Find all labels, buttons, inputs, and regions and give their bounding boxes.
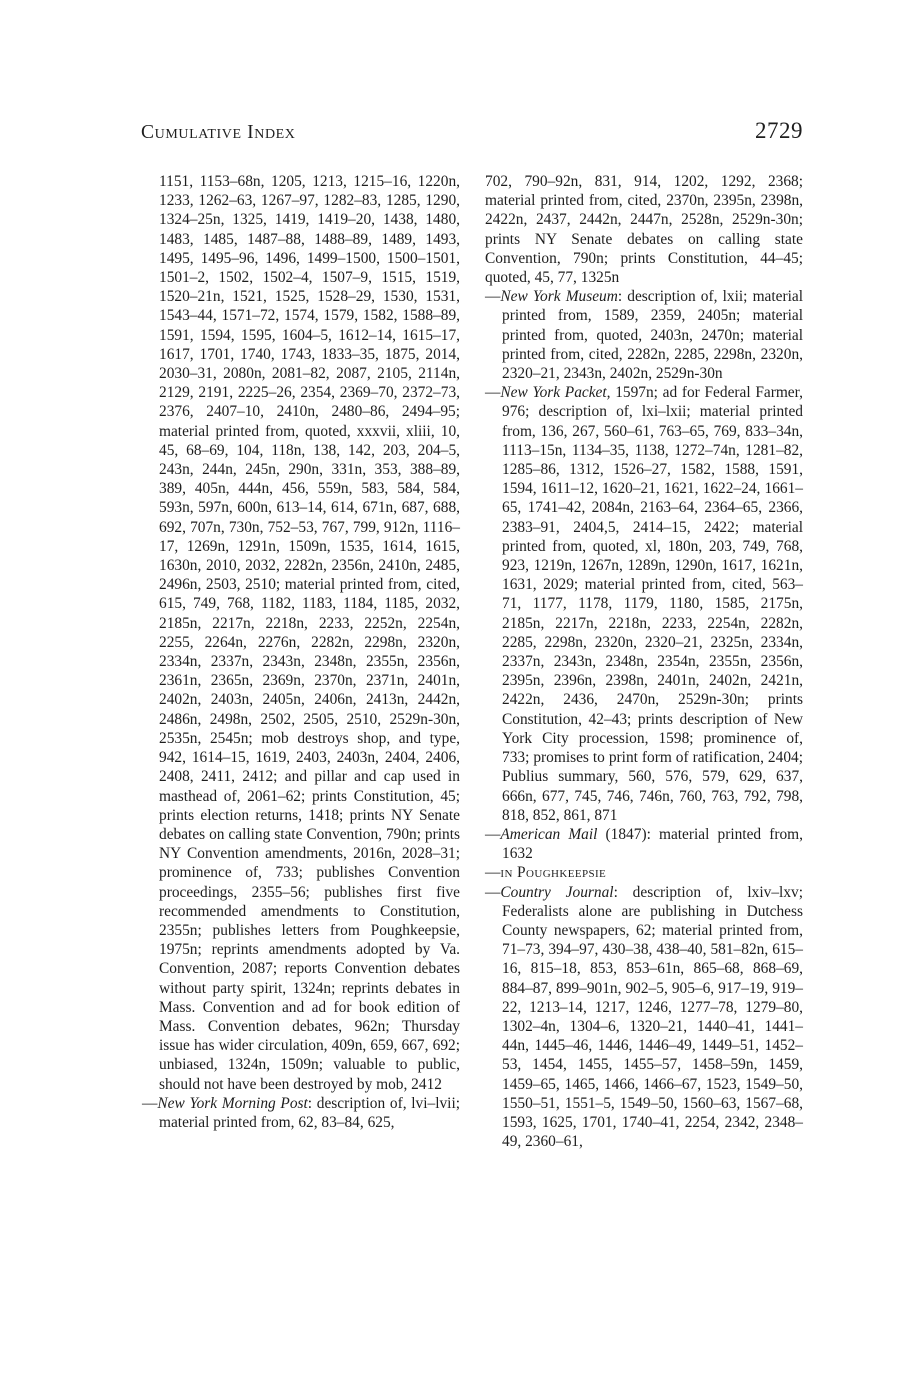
entry-text: 1597n; ad for Federal Farmer, 976; description of, lxi–lxii; material printed from, 136, 267, 560–61, 763–65, 769, 833–34n, 1113–15n, 1134–35, 1138, 1272–74n, 1281–82, 1285–86, 1312, 1526–27, 1582, 1588, 1591, 1594, 1611–12, 1620–21, 1621, 1622–24, 1661–65, 1741–42, 2084n, 2163–64, 2364–65, 2366, 2383–91, 2404,5, 2414–15, 2422; material printed from, quoted, xl, 180n, 203, 749, 768, 923, 1219n, 1267n, 1289n, 1290n, 1617, 1621n, 1631, 2029; material printed from, cited, 563–71, 1177, 1178, 1179, 1180, 1585, 2175n, 2185n, 2217n, 2218n, 2233, 2254n, 2282n, 2285, 2298n, 2320n, 2320–21, 2325n, 2334n, 2337n, 2343n, 2348n, 2354n, 2355n, 2356n, 2395n, 2396n, 2398n, 2401n, 2402n, 2421n, 2422n, 2436, 2470n, 2529n-30n; prints Constitution, 42–43; prints description of New York City procession, 1598; prominence of, 733; promises to print form of ratification, 2404; Publius summary, 560, 576, 579, 629, 637, 666n, 677, 745, 746, 746n, 760, 763, 792, 798, 818, 852, 861, 871 (502, 384, 803, 824)
continued-entry-text: 1151, 1153–68n, 1205, 1213, 1215–16, 1220n, 1233, 1262–63, 1267–97, 1282–83, 1285, 1290, 1324–25n, 1325, 1419, 1419–20, 1438, 1480, 1483, 1485, 1487–88, 1488–89, 1489, 1493, 1495, 1495–96, 1496, 1499–1500, 1500–1501, 1501–2, 1502, 1502–4, 1507–9, 1515, 1519, 1520–21n, 1521, 1525, 1528–29, 1530, 1531, 1543–44, 1571–72, 1574, 1579, 1582, 1588–89, 1591, 1594, 1595, 1604–5, 1612–14, 1615–17, 1617, 1701, 1740, 1743, 1833–35, 1875, 2014, 2030–31, 2080n, 2081–82, 2087, 2105, 2114n, 2129, 2191, 2225–26, 2354, 2369–70, 2372–73, 2376, 2407–10, 2410n, 2480–86, 2494–95; material printed from, quoted, xxxvii, xliii, 10, 45, 68–69, 104, 118n, 138, 142, 203, 204–5, 243n, 244n, 245n, 290n, 331n, 353, 388–89, 389, 405n, 444n, 456, 559n, 583, 584, 584, 593n, 597n, 600n, 613–14, 614, 671n, 687, 688, 692, 707n, 730n, 752–53, 767, 799, 912n, 1116–17, 1269n, 1291n, 1509n, 1535, 1614, 1615, 1630n, 2010, 2032, 2282n, 2356n, 2410n, 2485, 2496n, 2503, 2510; material printed from, cited, 615, 749, 768, 1182, 1183, 1184, 1185, 2032, 2185n, 2217n, 2218n, 2233, 2252n, 2254n, 2255, 2264n, 2276n, 2282n, 2298n, 2320n, 2334n, 2337n, 2343n, 2348n, 2355n, 2356n, 2361n, 2365n, 2369n, 2370n, 2371n, 2401n, 2402n, 2403n, 2405n, 2406n, 2413n, 2442n, 2486n, 2498n, 2502, 2505, 2510, 2529n-30n, 2535n, 2545n; mob destroys shop, and type, 942, 1614–15, 1619, 2403, 2403n, 2404, 2406, 2408, 2411, 2412; and pillar and cap used in masthead of, 2061–62; prints Constitution, 45; prints election returns, 1418; prints NY Senate debates on calling state Convention, 790n; prints NY Convention amendments, 2016n, 2028–31; prominence of, 733; publishes Convention proceedings, 2355–56; publishes first five recommended amendments to Constitution, 2355n; publishes letters from Poughkeepsie, 1975n; reprints amendments adopted by Va. Convention, 2087; reports Convention debates without party spirit, 1324n; reprints debates in Mass. Convention and ad for book edition of Mass. Convention debates, 962n; Thursday issue has wider circulation, 409n, 659, 667, 692; unbiased, 1324n, 1509n; valuable to public, should not have been destroyed by mob, 2412 (159, 173, 460, 1093)
entry-text: (1847): material printed from, 1632 (502, 825, 803, 863)
page-header (141, 118, 803, 154)
subheading-label: in Poughkeepsie (500, 864, 607, 882)
index-entry-country-journal (485, 883, 803, 1152)
index-subheading-poughkeepsie (485, 863, 803, 882)
right-column (485, 172, 803, 1151)
index-entry-museum (485, 287, 803, 383)
newspaper-title: New York Museum (500, 288, 618, 306)
entry-dash: — (485, 864, 501, 882)
newspaper-title: New York Packet, (500, 384, 611, 402)
entry-text: : description of, lxiv–lxv; Federalists alone are publishing in Dutchess County newspapers, 62; material printed from, 71–73, 394–97, 430–38, 438–40, 581–82n, 615–16, 815–18, 853, 853–61n, 865–68, 868–69, 884–87, 899–901n, 902–5, 905–6, 917–19, 919–22, 1213–14, 1217, 1246, 1277–78, 1279–80, 1302–4n, 1304–6, 1320–21, 1440–41, 1441–44n, 1445–46, 1446, 1446–49, 1449–51, 1452–53, 1454, 1455, 1455–57, 1458–59n, 1459, 1459–65, 1465, 1466, 1466–67, 1523, 1549–50, 1550–51, 1551–5, 1549–50, 1560–63, 1567–68, 1593, 1625, 1701, 1740–41, 2254, 2342, 2348–49, 2360–61, (502, 883, 803, 1151)
index-entry-american-mail (485, 825, 803, 863)
newspaper-title: American Mail (500, 825, 598, 843)
entry-dash: — (485, 883, 501, 901)
entry-dash: — (485, 825, 501, 843)
index-entry-morning-post (142, 1094, 460, 1132)
continued-entry-text: 702, 790–92n, 831, 914, 1202, 1292, 2368; material printed from, cited, 2370n, 2395n, 2398n, 2422n, 2437, 2442n, 2447n, 2528n, 2529n-30n; prints NY Senate debates on calling state Convention, 790n; prints Constitution, 44–45; quoted, 45, 77, 1325n (485, 173, 803, 287)
index-entry-packet (485, 383, 803, 825)
entry-text: : description of, lxii; material printed from, 1589, 2359, 2405n; material printed from, quoted, 2403n, 2470n; material printed from, cited, 2282n, 2285, 2298n, 2320n, 2320–21, 2343n, 2402n, 2529n-30n (502, 288, 803, 383)
newspaper-title: New York Morning Post (157, 1094, 308, 1112)
entry-dash: — (485, 384, 501, 402)
page-number: 2729 (755, 118, 803, 143)
left-column (142, 172, 460, 1132)
entry-dash: — (485, 288, 501, 306)
entry-dash: — (142, 1094, 158, 1112)
entry-text: : description of, lvi–lvii; material printed from, 62, 83–84, 625, (159, 1094, 460, 1131)
newspaper-title: Country Journal (500, 883, 614, 901)
running-head: Cumulative Index (141, 122, 296, 143)
